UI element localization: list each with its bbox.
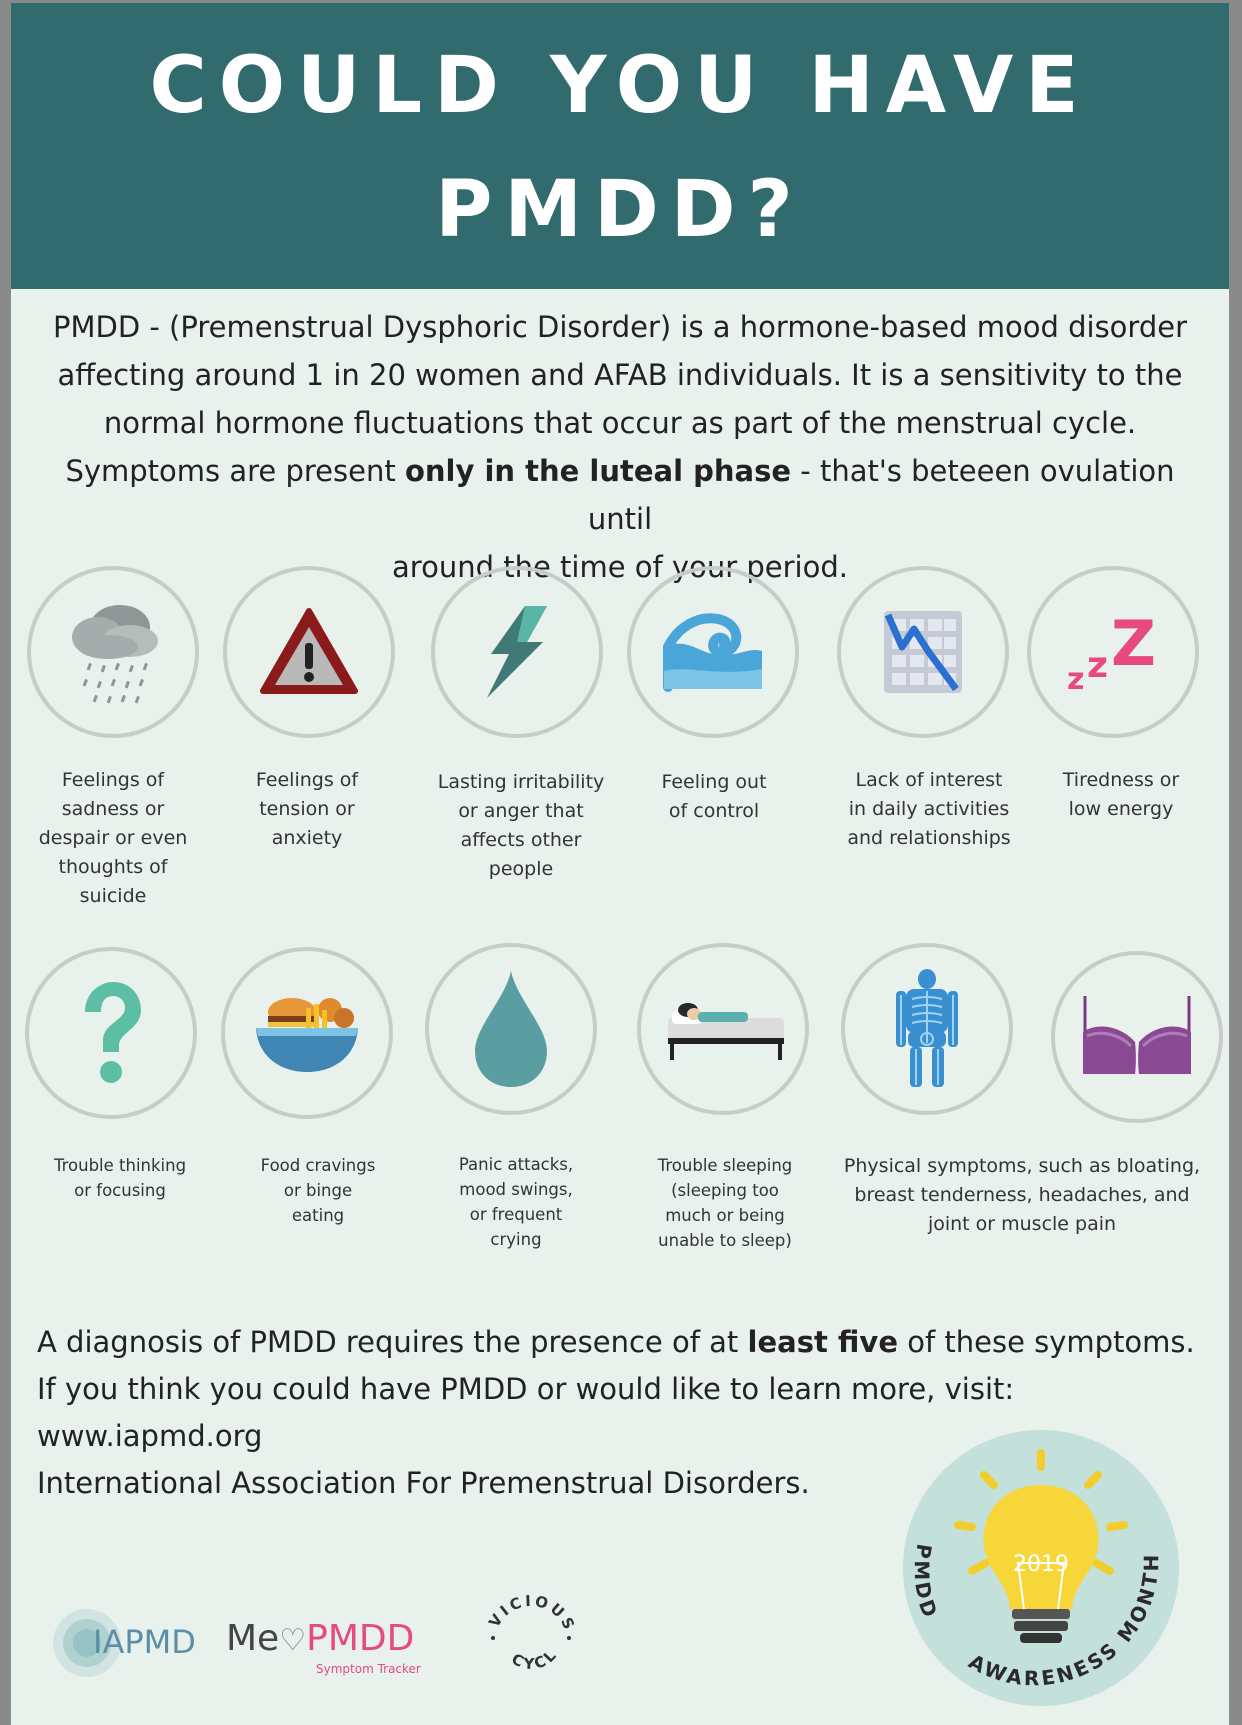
badge-left-text: PMDD [909, 1542, 944, 1623]
bottom-emphasis: least five [747, 1325, 898, 1359]
badge-bottom-text: AWARENESS MONTH [964, 1551, 1164, 1691]
page-title-line1: COULD YOU HAVE [149, 41, 1091, 131]
lightbulb-badge-icon [896, 1423, 1186, 1713]
food-bowl-icon [252, 988, 362, 1078]
vicious-cycle-logo [481, 1588, 581, 1692]
symptom-circle-control [627, 566, 799, 738]
label-line: and relationships [847, 827, 1011, 849]
teardrop-icon [471, 969, 551, 1089]
bottom-text: A diagnosis of PMDD requires the presence of at [37, 1325, 748, 1359]
svg-text:Z: Z [1111, 607, 1156, 680]
intro-line [29, 447, 1211, 543]
symptom-label [431, 1152, 601, 1252]
intro-text: Symptoms are present [65, 454, 405, 488]
symptom-label [233, 1153, 403, 1228]
page-title-line2: PMDD? [435, 165, 805, 255]
warning-icon [259, 607, 359, 697]
cycle-text: CYCL [508, 1644, 562, 1674]
label-line: Lasting irritability [437, 771, 605, 793]
label-line: unable to sleep) [658, 1231, 792, 1250]
label-line: Trouble sleeping [657, 1156, 793, 1175]
header-banner [11, 3, 1229, 289]
symptom-label [621, 768, 807, 826]
symptom-label [829, 766, 1029, 853]
sleep-zzz-icon [1063, 607, 1163, 697]
intro-line: affecting around 1 in 20 women and AFAB individuals. It is a sensitivity to the [57, 358, 1183, 392]
label-line: eating [291, 1206, 345, 1225]
symptom-circle-breast [1051, 951, 1223, 1123]
symptom-circle-cravings [221, 947, 393, 1119]
label-line: Panic attacks, [458, 1155, 574, 1174]
label-line: in daily activities [848, 798, 1010, 820]
label-line: Trouble thinking [53, 1156, 187, 1175]
label-line: despair or even [38, 827, 188, 849]
intro-paragraph [29, 303, 1211, 591]
declining-chart-icon [878, 607, 968, 697]
intro-line: normal hormone fluctuations that occur as part of the menstrual cycle. [103, 406, 1137, 440]
awareness-month-badge [896, 1423, 1186, 1717]
svg-text:VICIOUS [485, 1592, 579, 1635]
label-line: mood swings, [459, 1180, 573, 1199]
svg-text:z: z [1087, 645, 1108, 686]
label-line: or anger that [458, 800, 584, 822]
intro-line: around the time of your period. [392, 550, 848, 584]
lightning-icon [477, 602, 557, 702]
symptom-label [217, 766, 397, 853]
symptom-circle-thinking [25, 947, 197, 1119]
rain-cloud-icon [58, 597, 168, 707]
tracker-logo-text: Symptom Tracker [316, 1662, 421, 1676]
svg-text:z: z [1067, 662, 1085, 697]
symptom-circle-physical [841, 943, 1013, 1115]
symptom-label [35, 1153, 205, 1203]
label-line: or focusing [74, 1181, 166, 1200]
label-line: Physical symptoms, such as bloating, [843, 1155, 1201, 1177]
website-link[interactable]: www.iapmd.org [37, 1419, 263, 1453]
bra-icon [1077, 992, 1197, 1082]
label-line: crying [490, 1230, 542, 1249]
cycle-ring-icon [481, 1588, 581, 1688]
heart-icon: ♡ [279, 1623, 307, 1658]
label-line: joint or muscle pain [927, 1213, 1117, 1235]
wave-icon [658, 607, 768, 697]
bottom-line [37, 1319, 1195, 1366]
vicious-text: VICIOUS [485, 1591, 580, 1635]
label-line: Food cravings [260, 1156, 376, 1175]
symptom-label [635, 1153, 815, 1253]
bottom-line: If you think you could have PMDD or would like to learn more, visit: [37, 1372, 1015, 1406]
symptom-circle-sleeping [637, 943, 809, 1115]
skeleton-icon [892, 969, 962, 1089]
symptom-label [423, 768, 619, 884]
me-pmdd-logo [226, 1618, 421, 1676]
symptom-circle-tiredness [1027, 566, 1199, 738]
pmdd-logo-text: PMDD [306, 1618, 415, 1659]
symptom-circle-sadness [27, 566, 199, 738]
label-line: suicide [79, 885, 147, 907]
symptom-circle-irritability [431, 566, 603, 738]
intro-emphasis: only in the luteal phase [404, 454, 792, 488]
symptom-label [1031, 766, 1211, 824]
symptom-label [837, 1152, 1207, 1239]
label-line: Feelings of [61, 769, 165, 791]
bottom-line: International Association For Premenstrual Disorders. [37, 1466, 810, 1500]
label-line: low energy [1068, 798, 1174, 820]
label-line: or frequent [469, 1205, 563, 1224]
label-line: breast tenderness, headaches, and [854, 1184, 1190, 1206]
iapmd-logo-text: IAPMD [93, 1623, 196, 1661]
label-line: (sleeping too [671, 1181, 779, 1200]
me-logo-text: Me [226, 1618, 280, 1659]
label-line: Lack of interest [855, 769, 1003, 791]
bed-icon [658, 994, 788, 1064]
label-line: Feelings of [255, 769, 359, 791]
symptom-circle-interest [837, 566, 1009, 738]
label-line: anxiety [271, 827, 343, 849]
badge-year: 2019 [1013, 1552, 1069, 1577]
label-line: much or being [665, 1206, 785, 1225]
label-line: affects other [460, 829, 582, 851]
label-line: Feeling out [661, 771, 767, 793]
poster [11, 3, 1229, 1725]
label-line: tension or [259, 798, 355, 820]
intro-text: - that's beteeen ovulation until [587, 454, 1175, 536]
symptom-circle-tension [223, 566, 395, 738]
label-line: people [488, 858, 554, 880]
label-line: Tiredness or [1062, 769, 1180, 791]
iapmd-logo [49, 1603, 209, 1687]
label-line: or binge [283, 1181, 353, 1200]
question-mark-icon [71, 978, 151, 1088]
label-line: thoughts of [58, 856, 168, 878]
bottom-text: of these symptoms. [897, 1325, 1195, 1359]
intro-line: PMDD - (Premenstrual Dysphoric Disorder) is a hormone-based mood disorder [52, 310, 1188, 344]
label-line: sadness or [61, 798, 165, 820]
symptom-circle-panic [425, 943, 597, 1115]
symptom-label [27, 766, 199, 911]
label-line: of control [668, 800, 760, 822]
